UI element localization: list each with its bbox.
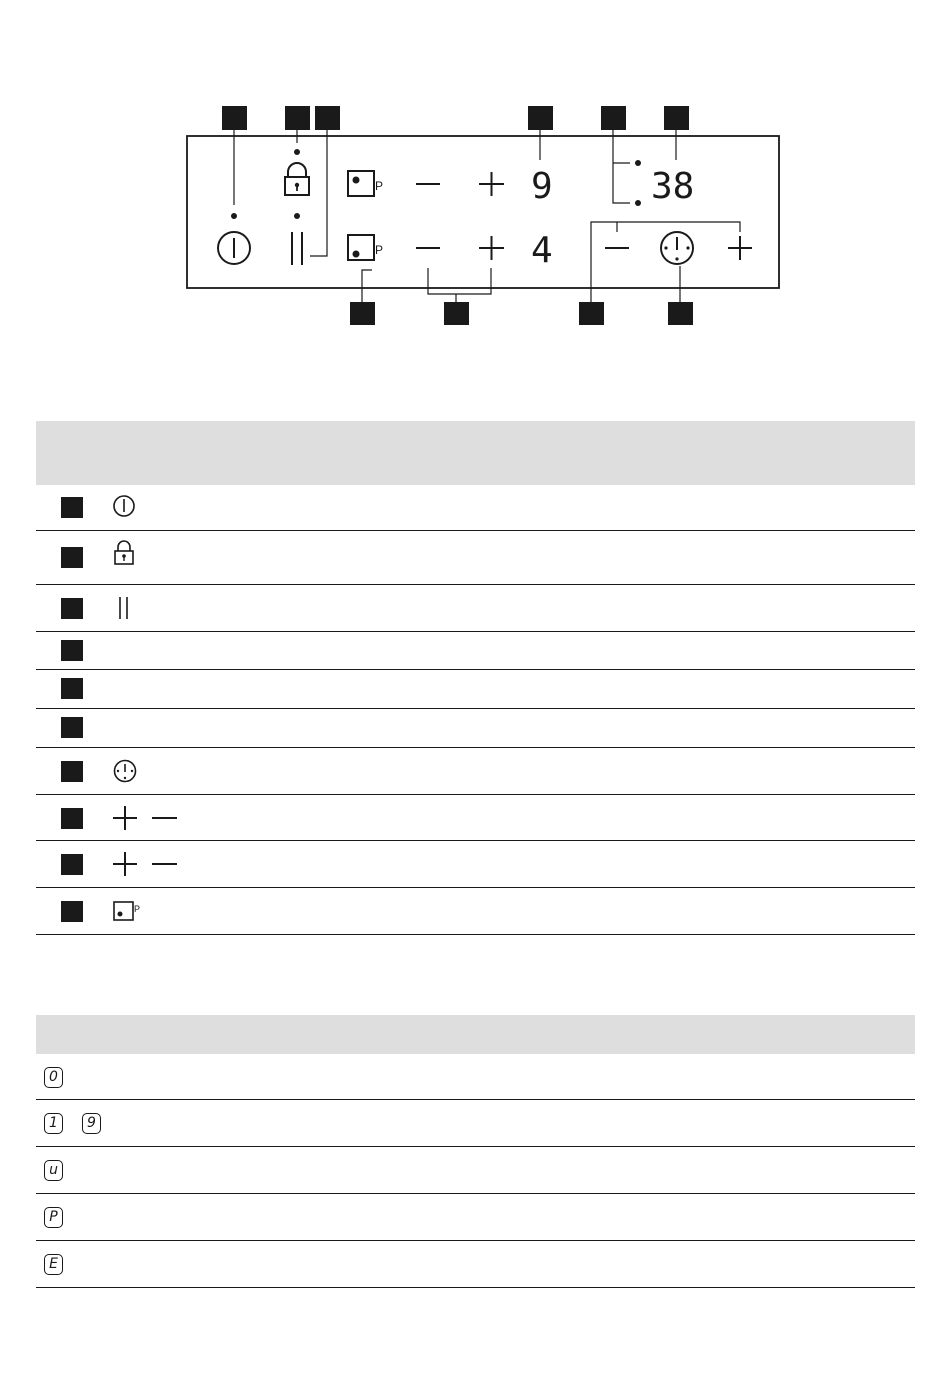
table-row	[36, 585, 915, 632]
plus-minus-icons	[112, 806, 178, 830]
row-marker	[61, 497, 83, 518]
lock-icon	[112, 540, 136, 566]
on-off-icon[interactable]	[218, 232, 250, 264]
display-symbol-e: E	[44, 1253, 63, 1275]
callout-marker-10	[668, 302, 693, 325]
callout-marker-3	[315, 106, 340, 130]
row-marker	[61, 598, 83, 619]
callout-marker-5	[601, 106, 626, 130]
display-symbol-zero: 0	[44, 1066, 63, 1088]
table-row	[36, 670, 915, 709]
table-row	[36, 1241, 915, 1288]
row-marker	[61, 808, 83, 829]
pause-icon	[112, 595, 136, 621]
row-marker	[61, 717, 83, 738]
table-row	[36, 1100, 915, 1147]
table-row	[36, 709, 915, 748]
table-row	[36, 632, 915, 670]
lock-icon[interactable]	[285, 163, 309, 195]
on-off-icon	[112, 494, 136, 518]
display-table	[36, 1015, 915, 1288]
row-marker	[61, 678, 83, 699]
heat-setting-icon[interactable]	[348, 171, 383, 196]
svg-text:P: P	[375, 243, 384, 257]
table-row	[36, 1194, 915, 1241]
callout-marker-4	[528, 106, 553, 130]
svg-text:P: P	[134, 904, 141, 914]
row-marker	[61, 761, 83, 782]
plus-minus-icons	[112, 852, 178, 876]
callout-marker-9	[579, 302, 604, 325]
bottom-power-readout: 4	[531, 230, 553, 271]
table-header	[36, 1015, 915, 1054]
control-panel-diagram	[0, 0, 950, 340]
timer-icon	[112, 758, 138, 784]
row-marker	[61, 640, 83, 661]
table-row	[36, 485, 915, 531]
timer-icon[interactable]	[661, 232, 693, 264]
row-marker	[61, 901, 83, 922]
timer-plus-icon[interactable]	[728, 236, 752, 260]
row-marker	[61, 854, 83, 875]
display-symbol-p: P	[44, 1206, 63, 1228]
plus-icon[interactable]	[479, 172, 504, 196]
row-marker	[61, 547, 83, 568]
pause-icon[interactable]	[292, 232, 302, 265]
display-symbol-range: 1 9	[44, 1112, 101, 1134]
table-header	[36, 421, 915, 485]
table-row	[36, 888, 915, 935]
heat-setting-icon[interactable]	[348, 235, 383, 260]
callout-marker-1	[222, 106, 247, 130]
table-row	[36, 748, 915, 795]
panel-frame	[187, 136, 779, 288]
timer-readout: 38	[651, 166, 695, 207]
power-boost-icon	[112, 898, 146, 924]
table-row	[36, 841, 915, 888]
callout-marker-6	[664, 106, 689, 130]
plus-icon[interactable]	[479, 236, 504, 260]
table-row	[36, 1147, 915, 1194]
callout-marker-2	[285, 106, 310, 130]
table-row	[36, 1054, 915, 1100]
table-row	[36, 531, 915, 585]
top-power-readout: 9	[531, 166, 553, 207]
function-table	[36, 421, 915, 935]
svg-text:P: P	[375, 179, 384, 193]
callout-marker-8	[444, 302, 469, 325]
display-symbol-u: u	[44, 1159, 63, 1181]
table-row	[36, 795, 915, 841]
callout-marker-7	[350, 302, 375, 325]
